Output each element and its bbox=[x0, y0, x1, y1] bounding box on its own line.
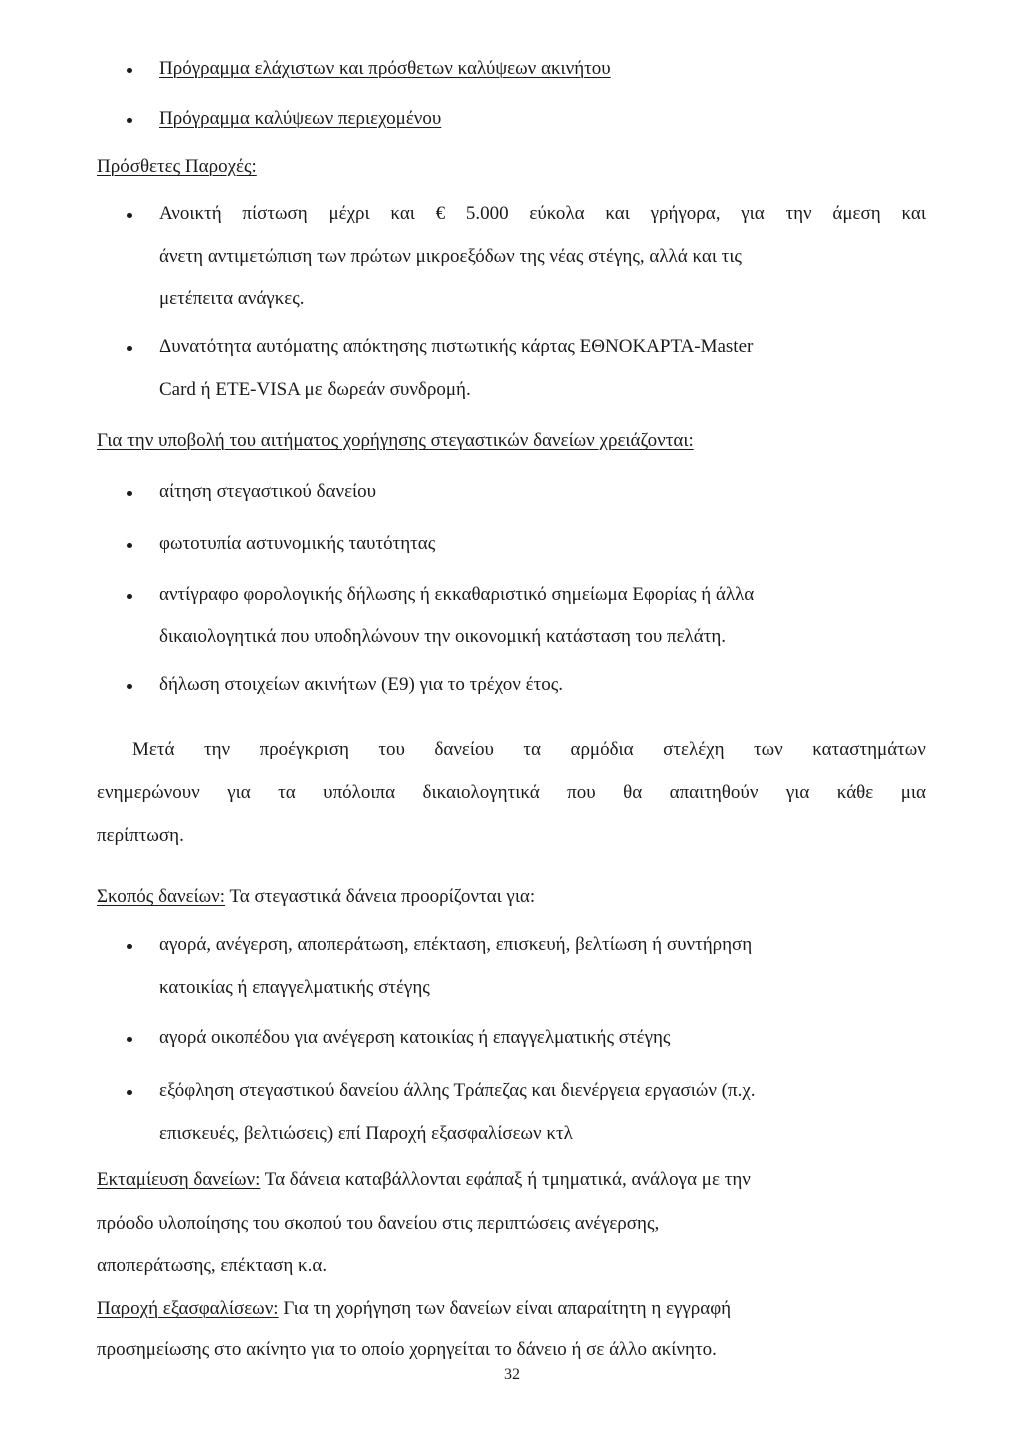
bullet bbox=[127, 543, 132, 548]
word: μια bbox=[900, 782, 926, 803]
word: άμεση bbox=[832, 203, 881, 224]
purpose-line bbox=[97, 887, 1024, 906]
word: ενημερώνουν bbox=[97, 782, 200, 803]
disbursement-text: Τα δάνεια καταβάλλονται εφάπαξ ή τμηματικά, ανάλογα με την bbox=[260, 1169, 751, 1190]
word: των bbox=[754, 739, 783, 760]
bullet bbox=[127, 1090, 132, 1095]
extras-item-0-line-2: μετέπειτα ανάγκες. bbox=[159, 288, 305, 309]
word: που bbox=[567, 782, 596, 803]
collateral-line-0 bbox=[97, 1299, 1024, 1318]
page-number: 32 bbox=[504, 1366, 520, 1383]
collateral-label: Παροχή εξασφαλίσεων: bbox=[97, 1298, 279, 1319]
bullet bbox=[127, 346, 132, 351]
word: δανείου bbox=[434, 739, 494, 760]
extras-item-1-line-0: Δυνατότητα αυτόματης απόκτησης πιστωτικής κάρτας ΕΘΝΟΚΑΡΤΑ-Master bbox=[159, 336, 754, 357]
word: του bbox=[378, 739, 405, 760]
word: και bbox=[390, 203, 415, 224]
word: γρήγορα, bbox=[650, 203, 721, 224]
bullet bbox=[127, 118, 132, 123]
purpose-item-1: αγορά οικοπέδου για ανέγερση κατοικίας ή επαγγελματικής στέγης bbox=[159, 1027, 671, 1048]
word: για bbox=[785, 782, 810, 803]
word: 5.000 bbox=[465, 203, 509, 224]
purpose-label: Σκοπός δανείων: bbox=[97, 886, 226, 907]
word: για bbox=[227, 782, 251, 803]
word: τα bbox=[278, 782, 296, 803]
disbursement-line-2: αποπεράτωσης, επέκταση κ.α. bbox=[97, 1255, 328, 1276]
purpose-item-2-line-1: επισκευές, βελτιώσεις) επί Παροχή εξασφαλίσεων κτλ bbox=[159, 1123, 573, 1144]
word: Ανοικτή bbox=[159, 203, 222, 224]
requirement-3: δήλωση στοιχείων ακινήτων (Ε9) για το τρέχον έτος. bbox=[159, 674, 563, 695]
requirement-2-line-0: αντίγραφο φορολογικής δήλωσης ή εκκαθαριστικό σημείωμα Εφορίας ή άλλα bbox=[159, 584, 755, 605]
word: για bbox=[741, 203, 765, 224]
bullet bbox=[127, 594, 132, 599]
list-item-top-0: Πρόγραμμα ελάχιστων και πρόσθετων καλύψεων ακινήτου bbox=[159, 58, 611, 79]
word: πίστωση bbox=[242, 203, 308, 224]
bullet bbox=[127, 1037, 132, 1042]
bullet bbox=[127, 213, 132, 218]
word: και bbox=[901, 203, 926, 224]
word: δικαιολογητικά bbox=[422, 782, 540, 803]
word: εύκολα bbox=[529, 203, 585, 224]
word: τα bbox=[523, 739, 541, 760]
extras-heading: Πρόσθετες Παροχές: bbox=[97, 156, 257, 177]
extras-item-0-line-1: άνετη αντιμετώπιση των πρώτων μικροεξόδων της νέας στέγης, αλλά και τις bbox=[159, 246, 742, 267]
extras-item-0-line-0 bbox=[159, 204, 926, 223]
purpose-text: Τα στεγαστικά δάνεια προορίζονται για: bbox=[225, 886, 536, 907]
word: την bbox=[785, 203, 812, 224]
purpose-item-0-line-1: κατοικίας ή επαγγελματικής στέγης bbox=[159, 977, 430, 998]
word: κάθε bbox=[836, 782, 874, 803]
word: θα bbox=[623, 782, 643, 803]
requirement-2-line-1: δικαιολογητικά που υποδηλώνουν την οικονομική κατάσταση του πελάτη. bbox=[159, 626, 727, 647]
word: καταστημάτων bbox=[812, 739, 926, 760]
purpose-item-0-line-0: αγορά, ανέγερση, αποπεράτωση, επέκταση, επισκευή, βελτίωση ή συντήρηση bbox=[159, 934, 753, 955]
requirement-0: αίτηση στεγαστικού δανείου bbox=[159, 481, 377, 502]
bullet bbox=[127, 491, 132, 496]
word: στελέχη bbox=[663, 739, 725, 760]
extras-item-1-line-1: Card ή ΕΤΕ-VISA με δωρεάν συνδρομή. bbox=[159, 379, 471, 400]
disbursement-line-1: πρόοδο υλοποίησης του σκοπού του δανείου στις περιπτώσεις ανέγερσης, bbox=[97, 1213, 660, 1234]
list-item-top-1: Πρόγραμμα καλύψεων περιεχομένου bbox=[159, 108, 442, 129]
word: υπόλοιπα bbox=[323, 782, 396, 803]
disbursement-label: Εκταμίευση δανείων: bbox=[97, 1169, 261, 1190]
approval-line-2: περίπτωση. bbox=[97, 825, 184, 846]
word: και bbox=[605, 203, 630, 224]
word: προέγκριση bbox=[259, 739, 349, 760]
bullet bbox=[127, 684, 132, 689]
disbursement-line-0 bbox=[97, 1170, 1024, 1189]
word: Μετά bbox=[132, 739, 175, 760]
word: μέχρι bbox=[328, 203, 370, 224]
purpose-item-2-line-0: εξόφληση στεγαστικού δανείου άλλης Τράπεζας και διενέργεια εργασιών (π.χ. bbox=[159, 1080, 756, 1101]
word: την bbox=[203, 739, 231, 760]
approval-line-0 bbox=[132, 740, 926, 759]
bullet bbox=[127, 68, 132, 73]
word: απαιτηθούν bbox=[669, 782, 759, 803]
approval-line-1 bbox=[97, 783, 926, 802]
collateral-line-1: προσημείωσης στο ακίνητο για το οποίο χορηγείται το δάνειο ή σε άλλο ακίνητο. bbox=[97, 1339, 717, 1360]
word: αρμόδια bbox=[570, 739, 634, 760]
word: € bbox=[435, 203, 446, 224]
requirements-heading: Για την υποβολή του αιτήματος χορήγησης στεγαστικών δανείων χρειάζονται: bbox=[97, 430, 694, 451]
collateral-text: Για τη χορήγηση των δανείων είναι απαραίτητη η εγγραφή bbox=[278, 1298, 732, 1319]
bullet bbox=[127, 944, 132, 949]
requirement-1: φωτοτυπία αστυνομικής ταυτότητας bbox=[159, 533, 436, 554]
